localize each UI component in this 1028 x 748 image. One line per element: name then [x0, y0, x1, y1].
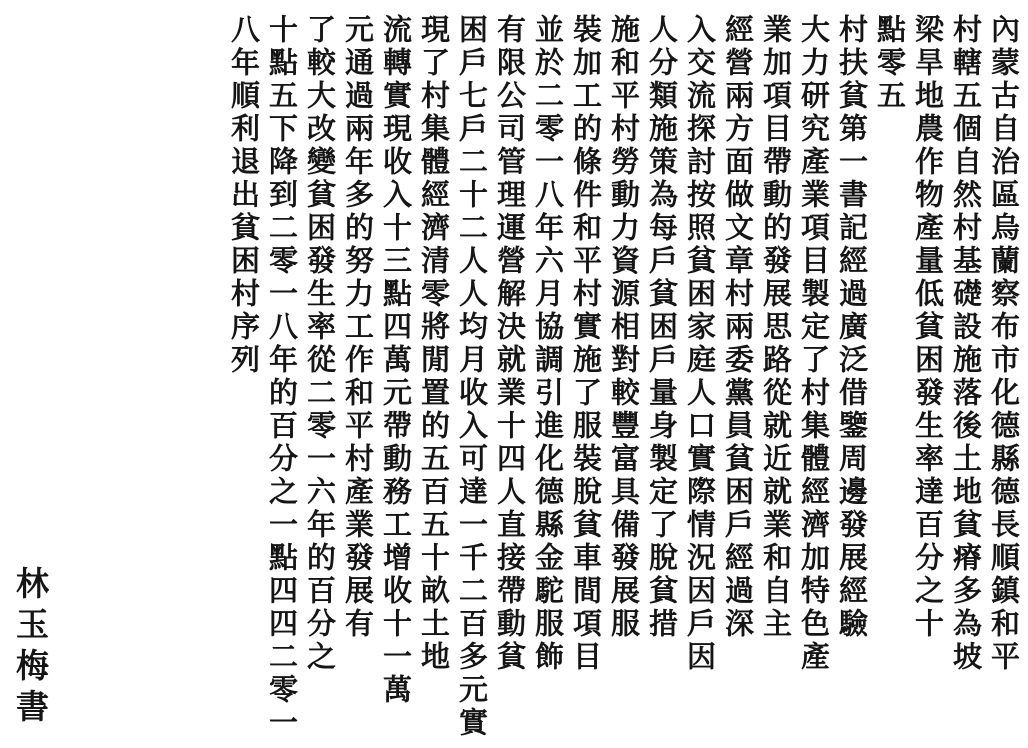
text-column: 業加項目帶動的發展思路從就近就業和自主 [759, 14, 793, 641]
text-column: 施和平村勞動力資源相對較豐富具備發展服 [607, 14, 641, 641]
text-column: 人分類施策為每戶貧困戶量身製定了脫貧措 [645, 14, 679, 641]
text-column: 八年順利退出貧困村序列 [227, 14, 261, 377]
signature: 林玉梅書 [11, 566, 50, 730]
text-column: 元通過兩年多的努力工作和平村產業發展有 [341, 14, 375, 641]
text-column: 並於二零一八年六月協調引進化德縣金駝服飾 [531, 14, 565, 674]
text-column: 經營兩方面做文章村兩委黨員貧困戶經過深 [721, 14, 755, 641]
text-column: 入交流探討按照貧困家庭人口實際情況因戶因 [683, 14, 717, 674]
text-column: 有限公司管理運營解決就業十四人直接帶動貧 [493, 14, 527, 674]
text-column: 裝加工的條件和平村實施了服裝脫貧車間項目 [569, 14, 603, 674]
text-column: 流轉實現收入十三點四萬元帶動務工增收十一萬 [379, 14, 413, 707]
text-column: 困戶七戶二十二人人均月收入可達一千二百多元實 [455, 14, 489, 740]
text-column: 大力研究產業項目製定了村集體經濟加特色產 [797, 14, 831, 674]
calligraphy-text [227, 14, 1021, 740]
text-column: 梁旱地農作物產量低貧困發生率達百分之十 [911, 14, 945, 641]
text-column: 現了村集體經濟清零將閒置的五百五十畝土地 [417, 14, 451, 674]
text-column: 點零五 [873, 14, 907, 113]
text-column: 內蒙古自治區烏蘭察布市化德縣德長順鎮和平 [987, 14, 1021, 674]
text-column: 十點五下降到二零一八年的百分之一點四四二零一 [265, 14, 299, 740]
text-column: 村扶貧第一書記經過廣泛借鑒周邊發展經驗 [835, 14, 869, 641]
text-column: 村轄五個自然村基礎設施落後土地貧瘠多為坡 [949, 14, 983, 674]
text-column: 了較大改變貧困發生率從二零一六年的百分之 [303, 14, 337, 674]
